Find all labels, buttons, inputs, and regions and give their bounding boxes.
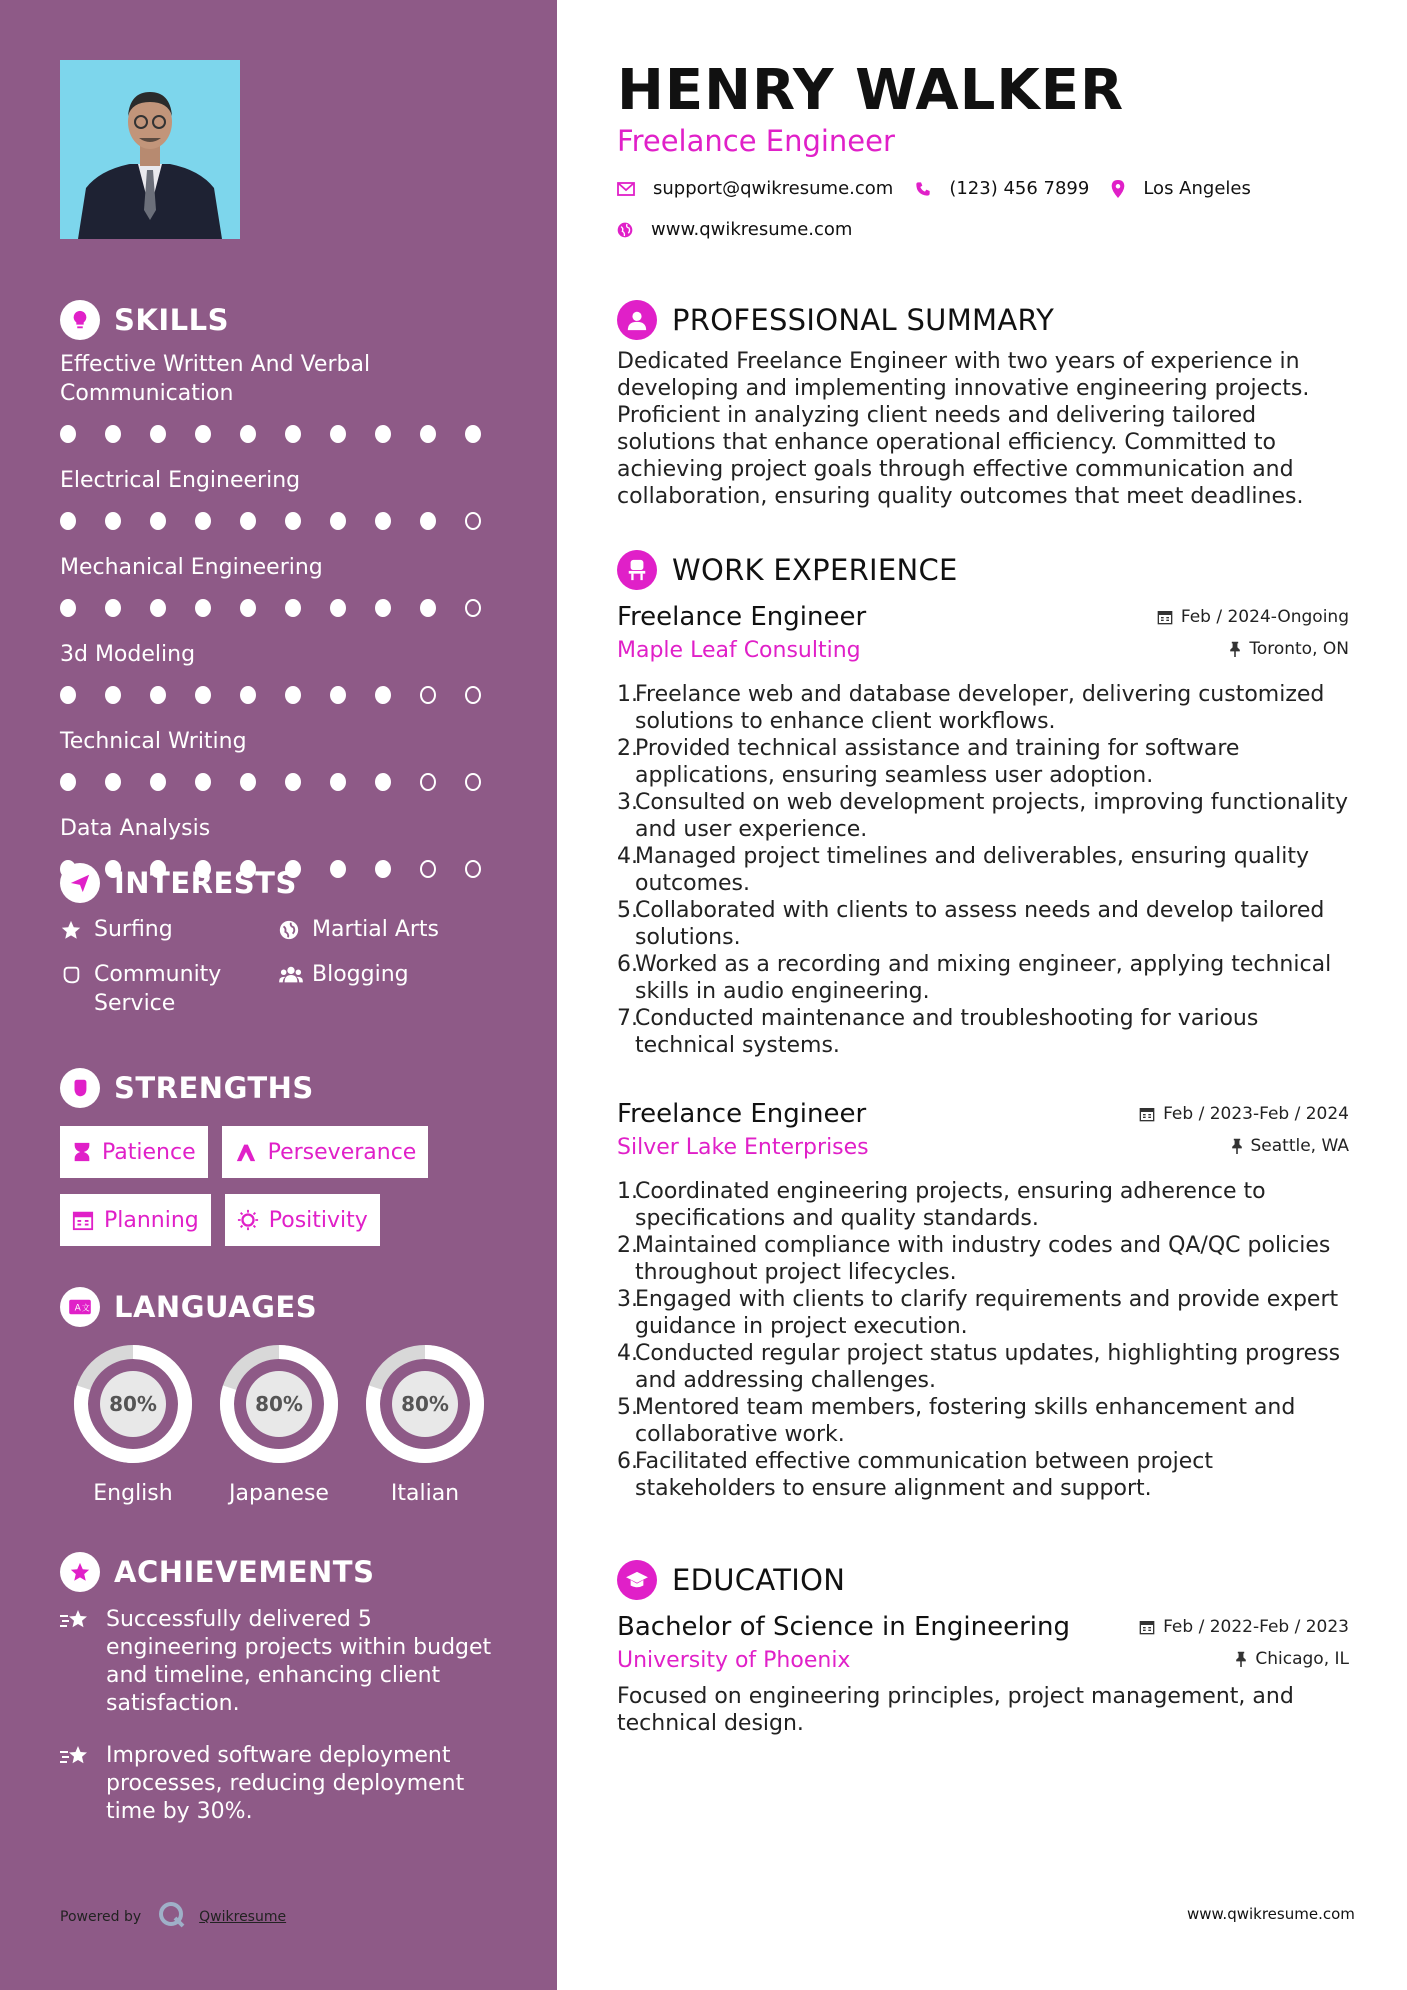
interest-item (278, 960, 496, 1018)
achievements-section (60, 1550, 510, 1850)
strengths-title: STRENGTHS (114, 1071, 314, 1105)
skill-item (60, 466, 510, 541)
shooting-star-icon (60, 1606, 106, 1718)
interest-label: Community Service (94, 962, 222, 1016)
svg-text:A: A (74, 1303, 81, 1314)
rating-dot-filled (60, 686, 76, 704)
skill-name: Technical Writing (60, 729, 247, 754)
website-text[interactable]: www.qwikresume.com (651, 219, 853, 240)
education-location (1235, 1649, 1349, 1669)
rating-dot-empty (420, 773, 436, 791)
achievement-item (60, 1606, 510, 1718)
rating-dot-filled (240, 599, 256, 617)
strength-chip (225, 1194, 380, 1246)
rating-dot-filled (285, 686, 301, 704)
languages-heading (60, 1285, 510, 1329)
sidebar (0, 0, 557, 1990)
rating-dot-filled (375, 425, 391, 443)
language-ring (218, 1343, 340, 1465)
job-entry (617, 1099, 1349, 1502)
email-icon (617, 182, 635, 196)
calendar-icon (1139, 1619, 1155, 1635)
paper-plane-icon (60, 863, 100, 903)
rating-dot-filled (330, 773, 346, 791)
skill-rating (60, 501, 510, 541)
job-title: Freelance Engineer (617, 602, 867, 632)
contact-row (617, 178, 1273, 199)
education-description: Focused on engineering principles, project management, and technical design. (617, 1684, 1294, 1736)
graduation-cap-icon (617, 1560, 657, 1600)
skill-name: Mechanical Engineering (60, 555, 323, 580)
globe-icon (278, 915, 312, 944)
languages-title: LANGUAGES (114, 1290, 318, 1324)
svg-text:文: 文 (81, 1302, 90, 1313)
phone-item (915, 178, 1089, 199)
website-item (617, 219, 852, 240)
skill-rating (60, 414, 510, 454)
rating-dot-filled (420, 512, 436, 530)
strength-chip (60, 1194, 211, 1246)
education-title: EDUCATION (672, 1563, 846, 1597)
rating-dot-filled (330, 599, 346, 617)
rating-dot-filled (105, 512, 121, 530)
skill-rating (60, 762, 510, 802)
achievements-list (60, 1606, 510, 1826)
user-icon (617, 300, 657, 340)
job-bullet: Managed project timelines and deliverables, ensuring quality outcomes. (635, 844, 1310, 896)
job-company: Maple Leaf Consulting (617, 638, 861, 663)
hand-icon (60, 960, 94, 1018)
pushpin-icon (1231, 1138, 1243, 1154)
email-item (617, 178, 893, 199)
skill-name: Effective Written And Verbal Communication (60, 352, 371, 406)
rating-dot-filled (330, 425, 346, 443)
rating-dot-filled (375, 773, 391, 791)
rating-dot-filled (465, 425, 481, 443)
job-dates (1157, 607, 1349, 627)
phone-text: (123) 456 7899 (949, 178, 1090, 199)
rating-dot-filled (195, 599, 211, 617)
job-company: Silver Lake Enterprises (617, 1135, 869, 1160)
language-name: Japanese (229, 1481, 329, 1506)
rating-dot-filled (240, 512, 256, 530)
rating-dot-filled (150, 686, 166, 704)
rating-dot-filled (375, 512, 391, 530)
interest-item (278, 915, 496, 944)
job-bullet: Engaged with clients to clarify requirements and provide expert guidance in project execution. (635, 1287, 1339, 1339)
skills-list (60, 350, 510, 889)
brand-link[interactable]: Qwikresume (199, 1909, 287, 1925)
skills-heading (60, 298, 510, 342)
rating-dot-filled (150, 512, 166, 530)
interest-label: Surfing (94, 917, 173, 942)
interests-list (60, 915, 510, 1018)
job-bullet: Provided technical assistance and training for software applications, ensuring seamless user adoption. (635, 736, 1240, 788)
rating-dot-filled (240, 773, 256, 791)
star-icon (60, 915, 94, 944)
rating-dot-filled (150, 773, 166, 791)
language-item (352, 1343, 498, 1506)
job-location-text: Seattle, WA (1250, 1136, 1349, 1156)
language-percent: 80% (109, 1392, 157, 1416)
powered-by (60, 1900, 286, 1934)
job-location (1229, 639, 1349, 659)
education-dates-text: Feb / 2022-Feb / 2023 (1163, 1617, 1349, 1637)
rating-dot-filled (330, 512, 346, 530)
job-dates-text: Feb / 2023-Feb / 2024 (1163, 1104, 1349, 1124)
skill-name: Electrical Engineering (60, 468, 301, 493)
job-bullet: Collaborated with clients to assess needs and develop tailored solutions. (635, 898, 1325, 950)
rating-dot-filled (375, 686, 391, 704)
chair-icon (617, 550, 657, 590)
job-entry (617, 602, 1349, 1059)
calendar-icon (1157, 609, 1173, 625)
strength-chip (222, 1126, 429, 1178)
job-bullet: Freelance web and database developer, delivering customized solutions to enhance client workflows. (635, 682, 1325, 734)
email-text[interactable]: support@qwikresume.com (653, 178, 894, 199)
summary-heading (617, 298, 1349, 342)
rating-dot-filled (330, 686, 346, 704)
interests-heading (60, 861, 510, 905)
achievement-text: Improved software deployment processes, reducing deployment time by 30%. (106, 1743, 465, 1824)
location-item (1111, 178, 1251, 199)
candidate-role: Freelance Engineer (617, 124, 895, 158)
summary-title: PROFESSIONAL SUMMARY (672, 303, 1055, 337)
rating-dot-filled (195, 425, 211, 443)
rating-dot-filled (150, 425, 166, 443)
language-ring (364, 1343, 486, 1465)
job-dates-text: Feb / 2024-Ongoing (1180, 607, 1349, 627)
achievements-heading (60, 1550, 510, 1594)
skill-name: Data Analysis (60, 816, 211, 841)
star-badge-icon (60, 1552, 100, 1592)
calendar-icon (1139, 1106, 1155, 1122)
interests-section (60, 861, 510, 1018)
rating-dot-filled (240, 686, 256, 704)
experience-heading (617, 548, 1349, 592)
rating-dot-empty (465, 599, 481, 617)
rating-dot-filled (60, 512, 76, 530)
candidate-name: HENRY WALKER (617, 58, 1125, 123)
profile-photo (60, 60, 240, 239)
language-percent: 80% (401, 1392, 449, 1416)
summary-text: Dedicated Freelance Engineer with two years of experience in developing and implementing innovative engineering projects. Proficient in analyzing client needs and delivering tailored solutions that enhance operational efficiency. Committed to achieving project goals through effective communication and collaboration, ensuring quality outcomes that meet deadlines. (617, 349, 1310, 509)
rating-dot-filled (195, 512, 211, 530)
rating-dot-filled (105, 425, 121, 443)
language-ring (72, 1343, 194, 1465)
achievement-item (60, 1742, 510, 1826)
sun-icon (237, 1209, 259, 1231)
location-text: Los Angeles (1143, 178, 1251, 199)
calendar-icon (72, 1209, 94, 1231)
rating-dot-filled (420, 599, 436, 617)
job-dates (1139, 1104, 1349, 1124)
fist-icon (60, 1068, 100, 1108)
qwikresume-logo-icon (157, 1900, 187, 1934)
rating-dot-filled (105, 773, 121, 791)
interest-item (60, 915, 278, 944)
language-item (206, 1343, 352, 1506)
job-bullet: Coordinated engineering projects, ensuring adherence to specifications and quality standards. (635, 1179, 1266, 1231)
rating-dot-filled (420, 425, 436, 443)
strength-label: Positivity (268, 1207, 368, 1233)
rating-dot-filled (60, 773, 76, 791)
language-percent: 80% (255, 1392, 303, 1416)
language-name: Italian (390, 1481, 460, 1506)
job-bullet: Maintained compliance with industry codes and QA/QC policies throughout project lifecycles. (635, 1233, 1331, 1285)
education-entry (617, 1612, 1349, 1737)
degree-title: Bachelor of Science in Engineering (617, 1612, 1070, 1642)
users-icon (278, 960, 312, 1018)
strength-label: Perseverance (267, 1139, 417, 1165)
experience-title: WORK EXPERIENCE (672, 553, 958, 587)
education-heading (617, 1558, 1349, 1602)
skills-section (60, 298, 510, 901)
strength-chip (60, 1126, 208, 1178)
interest-label: Blogging (312, 962, 409, 987)
rating-dot-filled (195, 686, 211, 704)
experience-section (617, 548, 1349, 1502)
rating-dot-filled (285, 599, 301, 617)
rating-dot-filled (375, 599, 391, 617)
powered-by-label: Powered by (60, 1909, 142, 1925)
skill-item (60, 553, 510, 628)
rating-dot-empty (465, 512, 481, 530)
rating-dot-empty (465, 773, 481, 791)
climber-icon (234, 1141, 258, 1163)
job-location (1231, 1136, 1350, 1156)
achievement-text: Successfully delivered 5 engineering projects within budget and timeline, enhancing client satisfaction. (106, 1607, 492, 1716)
skill-item (60, 727, 510, 802)
interests-title: INTERESTS (114, 866, 297, 900)
rating-dot-filled (285, 425, 301, 443)
job-bullet: Facilitated effective communication between project stakeholders to ensure alignment and support. (635, 1449, 1213, 1501)
footer-url[interactable]: www.qwikresume.com (1187, 1905, 1355, 1923)
job-bullets (617, 681, 1349, 1059)
language-name: English (93, 1481, 173, 1506)
achievements-title: ACHIEVEMENTS (114, 1555, 375, 1589)
shooting-star-icon (60, 1742, 106, 1826)
job-bullet: Worked as a recording and mixing engineer, applying technical skills in audio engineering. (635, 952, 1332, 1004)
interest-label: Martial Arts (312, 917, 440, 942)
languages-section (60, 1285, 510, 1506)
language-item (60, 1343, 206, 1506)
skill-item (60, 640, 510, 715)
rating-dot-filled (60, 425, 76, 443)
pushpin-icon (1229, 641, 1241, 657)
hourglass-icon (72, 1141, 92, 1163)
skill-rating (60, 588, 510, 628)
languages-list (60, 1343, 510, 1506)
rating-dot-filled (60, 599, 76, 617)
strengths-section (60, 1066, 510, 1262)
job-title: Freelance Engineer (617, 1099, 867, 1129)
globe-icon (617, 222, 633, 238)
education-section (617, 1558, 1349, 1737)
strengths-heading (60, 1066, 510, 1110)
pushpin-icon (1235, 1651, 1247, 1667)
rating-dot-filled (150, 599, 166, 617)
job-location-text: Toronto, ON (1249, 639, 1349, 659)
school-name: University of Phoenix (617, 1648, 851, 1673)
education-dates (1139, 1617, 1349, 1637)
job-bullets (617, 1178, 1349, 1502)
rating-dot-empty (420, 686, 436, 704)
rating-dot-filled (195, 773, 211, 791)
rating-dot-filled (285, 773, 301, 791)
rating-dot-filled (105, 686, 121, 704)
phone-icon (915, 181, 931, 197)
rating-dot-filled (105, 599, 121, 617)
strength-label: Patience (102, 1139, 196, 1165)
translate-icon (60, 1287, 100, 1327)
rating-dot-filled (285, 512, 301, 530)
skill-item (60, 350, 510, 454)
job-bullet: Conducted regular project status updates, highlighting progress and addressing challenges. (635, 1341, 1341, 1393)
job-bullet: Conducted maintenance and troubleshooting for various technical systems. (635, 1006, 1259, 1058)
strengths-list (60, 1126, 510, 1246)
contact-row-2 (617, 219, 874, 240)
job-bullet: Consulted on web development projects, improving functionality and user experience. (635, 790, 1348, 842)
rating-dot-filled (240, 425, 256, 443)
skill-name: 3d Modeling (60, 642, 196, 667)
skills-title: SKILLS (114, 303, 229, 337)
education-location-text: Chicago, IL (1255, 1649, 1349, 1669)
lightbulb-icon (60, 300, 100, 340)
strength-label: Planning (104, 1207, 199, 1233)
rating-dot-empty (465, 686, 481, 704)
skill-rating (60, 675, 510, 715)
interest-item (60, 960, 278, 1018)
map-pin-icon (1111, 180, 1125, 198)
summary-section (617, 298, 1349, 510)
job-bullet: Mentored team members, fostering skills enhancement and collaborative work. (635, 1395, 1296, 1447)
